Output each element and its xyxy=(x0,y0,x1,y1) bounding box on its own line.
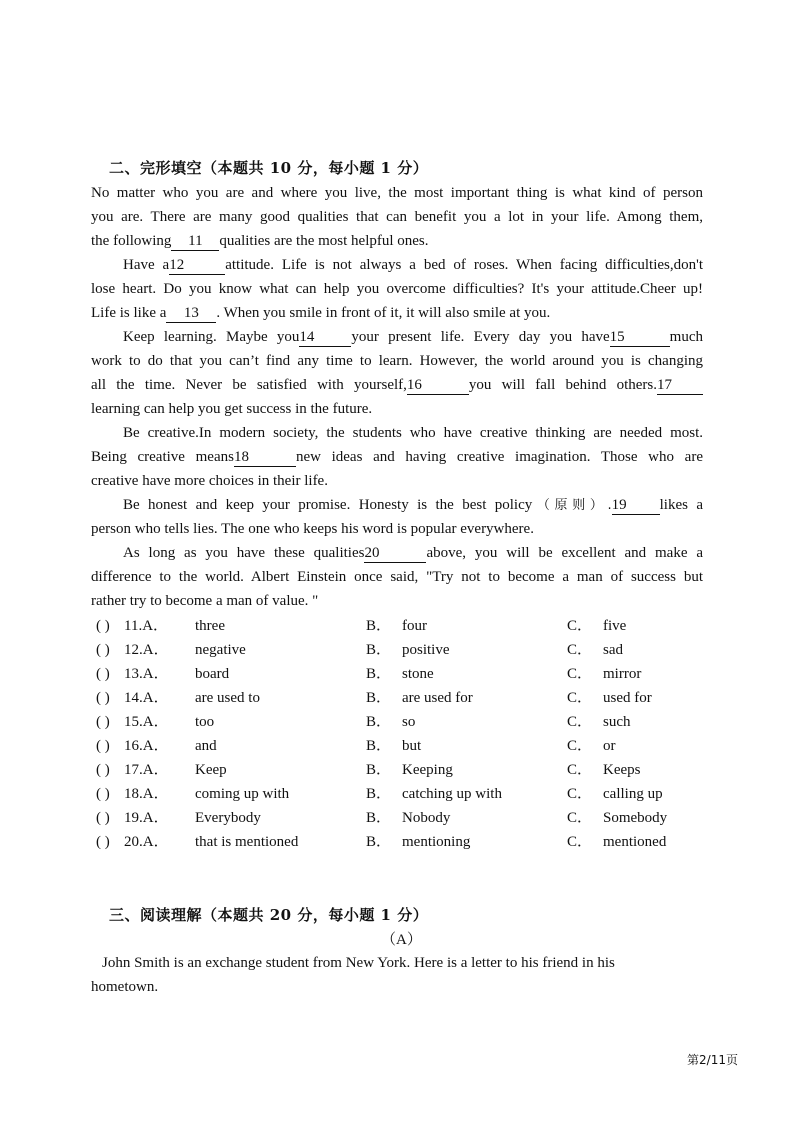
text-line: all the time. Never be satisfied with yourself,16 you will fall behind others.17 xyxy=(91,373,703,397)
option-row-20 xyxy=(96,830,706,854)
option-b-label: B． xyxy=(366,666,392,682)
text-line: learning can help you get success in the future. xyxy=(91,401,373,417)
passage-paragraph-6 xyxy=(91,541,703,613)
reading-intro xyxy=(91,951,703,999)
option-a: are used to xyxy=(195,690,260,706)
question-number: 14.A． xyxy=(124,690,169,706)
option-c-label: C． xyxy=(567,810,593,826)
option-row-16 xyxy=(96,734,706,758)
text-line: Be creative.In modern society, the students who have creative thinking are needed most. xyxy=(123,425,703,441)
option-b-label: B． xyxy=(366,810,392,826)
text-line: difference to the world. Albert Einstein once said, "Try not to become a man of success but xyxy=(91,569,703,585)
section-3-heading: 三、阅读理解（本题共 20 分，每小题 1 分） xyxy=(109,906,429,924)
option-c-label: C． xyxy=(567,762,593,778)
option-c-label: C． xyxy=(567,834,593,850)
answer-blank[interactable]: ( ) xyxy=(96,690,110,706)
option-a: coming up with xyxy=(195,786,290,802)
passage-paragraph-2 xyxy=(91,253,703,325)
option-c-label: C． xyxy=(567,714,593,730)
passage-paragraph-4 xyxy=(91,421,703,493)
text-line: Keep learning. Maybe you14 your present life. Every day you have15 much xyxy=(123,329,703,345)
answer-blank[interactable]: ( ) xyxy=(96,738,110,754)
option-b-label: B． xyxy=(366,786,392,802)
option-b-label: B． xyxy=(366,690,392,706)
option-c: sad xyxy=(603,642,623,658)
option-c: mirror xyxy=(603,666,642,682)
blank-12: 12 xyxy=(169,257,225,275)
option-b: Nobody xyxy=(402,810,451,826)
blank-17: 17 xyxy=(657,377,703,395)
option-a: and xyxy=(195,738,217,754)
answer-blank[interactable]: ( ) xyxy=(96,810,110,826)
option-b: stone xyxy=(402,666,434,682)
option-c-label: C． xyxy=(567,738,593,754)
question-number: 15.A． xyxy=(124,714,169,730)
passage-paragraph-1 xyxy=(91,181,703,253)
answer-blank[interactable]: ( ) xyxy=(96,618,110,634)
text-line: work to do that you can’t find any time to learn. However, the world around you is changing xyxy=(91,353,703,369)
option-b: four xyxy=(402,618,427,634)
text-line: No matter who you are and where you live, the most important thing is what kind of person xyxy=(91,185,703,201)
text-line: John Smith is an exchange student from New York. Here is a letter to his friend in his xyxy=(102,955,615,971)
option-c: mentioned xyxy=(603,834,667,850)
question-number: 12.A． xyxy=(124,642,169,658)
text-line: you are. There are many good qualities that can benefit you a lot in your life. Among them, xyxy=(91,209,703,225)
answer-options xyxy=(96,614,706,854)
option-c: five xyxy=(603,618,627,634)
option-c: Somebody xyxy=(603,810,668,826)
option-a: that is mentioned xyxy=(195,834,299,850)
answer-blank[interactable]: ( ) xyxy=(96,666,110,682)
text-line: lose heart. Do you know what can help you overcome difficulties? It's your attitude.Cheer up! xyxy=(91,281,703,297)
option-c-label: C． xyxy=(567,690,593,706)
blank-11: 11 xyxy=(171,233,219,251)
question-number: 20.A． xyxy=(124,834,169,850)
blank-19: 19 xyxy=(612,497,660,515)
option-a: too xyxy=(195,714,215,730)
option-row-17 xyxy=(96,758,706,782)
option-c-label: C． xyxy=(567,666,593,682)
option-b: mentioning xyxy=(402,834,471,850)
option-c: used for xyxy=(603,690,652,706)
text-line: As long as you have these qualities20 above, you will be excellent and make a xyxy=(123,545,703,561)
question-number: 18.A． xyxy=(124,786,169,802)
section-2-heading: 二、完形填空（本题共 10 分，每小题 1 分） xyxy=(109,159,429,177)
text-line: the following 11 qualities are the most helpful ones. xyxy=(91,233,429,249)
question-number: 19.A． xyxy=(124,810,169,826)
passage-paragraph-3 xyxy=(91,325,703,421)
blank-18: 18 xyxy=(234,449,296,467)
option-c: or xyxy=(603,738,616,754)
option-c-label: C． xyxy=(567,642,593,658)
option-c: Keeps xyxy=(603,762,641,778)
option-b-label: B． xyxy=(366,618,392,634)
answer-blank[interactable]: ( ) xyxy=(96,834,110,850)
option-row-15 xyxy=(96,710,706,734)
option-row-14 xyxy=(96,686,706,710)
blank-14: 14 xyxy=(299,329,351,347)
text-line: creative have more choices in their life. xyxy=(91,473,328,489)
option-b: catching up with xyxy=(402,786,502,802)
answer-blank[interactable]: ( ) xyxy=(96,714,110,730)
option-b: positive xyxy=(402,642,450,658)
option-b-label: B． xyxy=(366,738,392,754)
option-a: three xyxy=(195,618,225,634)
blank-20: 20 xyxy=(364,545,426,563)
text-line: Life is like a 13 . When you smile in front of it, it will also smile at you. xyxy=(91,305,551,321)
option-a: Keep xyxy=(195,762,227,778)
option-row-12 xyxy=(96,638,706,662)
option-c: such xyxy=(603,714,631,730)
option-b: are used for xyxy=(402,690,473,706)
option-row-18 xyxy=(96,782,706,806)
option-row-11 xyxy=(96,614,706,638)
question-number: 16.A． xyxy=(124,738,169,754)
text-line: Being creative means18 new ideas and having creative imagination. Those who are xyxy=(91,449,703,465)
option-c: calling up xyxy=(603,786,663,802)
option-a: negative xyxy=(195,642,246,658)
option-row-19 xyxy=(96,806,706,830)
text-line: hometown. xyxy=(91,979,159,995)
option-c-label: C． xyxy=(567,786,593,802)
option-b-label: B． xyxy=(366,762,392,778)
question-number: 17.A． xyxy=(124,762,169,778)
option-b: Keeping xyxy=(402,762,453,778)
blank-13: 13 xyxy=(166,305,216,323)
option-a: board xyxy=(195,666,230,682)
answer-blank[interactable]: ( ) xyxy=(96,642,110,658)
blank-16: 16 xyxy=(407,377,469,395)
passage-paragraph-5 xyxy=(91,493,703,541)
question-number: 13.A． xyxy=(124,666,169,682)
option-b-label: B． xyxy=(366,642,392,658)
text-line: person who tells lies. The one who keeps his word is popular everywhere. xyxy=(91,521,534,537)
option-b-label: B． xyxy=(366,834,392,850)
option-b: so xyxy=(402,714,416,730)
option-b-label: B． xyxy=(366,714,392,730)
page-number: 第2/11页 xyxy=(687,1053,738,1067)
option-row-13 xyxy=(96,662,706,686)
text-line: Have a12 attitude. Life is not always a bed of roses. When facing difficulties,don't xyxy=(123,257,703,273)
question-number: 11.A． xyxy=(124,618,169,634)
option-b: but xyxy=(402,738,422,754)
blank-15: 15 xyxy=(610,329,670,347)
answer-blank[interactable]: ( ) xyxy=(96,762,110,778)
text-line: rather try to become a man of value. " xyxy=(91,593,319,609)
answer-blank[interactable]: ( ) xyxy=(96,786,110,802)
option-c-label: C． xyxy=(567,618,593,634)
passage-a-label: （A） xyxy=(381,932,422,948)
option-a: Everybody xyxy=(195,810,261,826)
text-line: Be honest and keep your promise. Honesty is the best policy（原则）.19 likes a xyxy=(123,497,703,513)
